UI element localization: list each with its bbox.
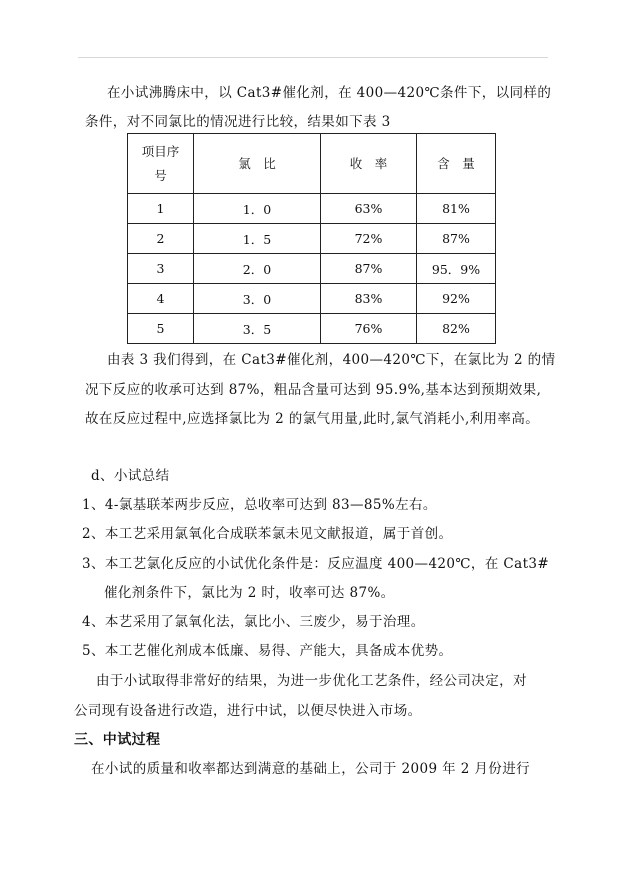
cell-content: 81% <box>417 194 496 224</box>
header-content: 含 量 <box>417 134 496 194</box>
header-item-no: 项目序号 <box>128 134 194 194</box>
table-row <box>128 194 496 224</box>
header-rule <box>78 57 548 58</box>
cell-yield: 76% <box>321 314 417 344</box>
cell-ratio: 2．0 <box>194 254 321 284</box>
cell-item-no: 1 <box>128 194 194 224</box>
summary-item-3-cont: 催化剂条件下，氯比为 2 时，收率可达 87%。 <box>104 585 395 601</box>
cell-ratio: 1．0 <box>194 194 321 224</box>
section-3-line-1: 在小试的质量和收率都达到满意的基础上，公司于 2009 年 2 月份进行 <box>91 761 531 777</box>
cell-content: 87% <box>417 224 496 254</box>
cell-yield: 63% <box>321 194 417 224</box>
cell-content: 82% <box>417 314 496 344</box>
analysis-line-1: 由表 3 我们得到，在 Cat3#催化剂，400—420℃下，在氯比为 2 的情 <box>107 352 556 368</box>
summary-item-1: 1、4-氯基联苯两步反应，总收率可达到 83—85%左右。 <box>82 497 437 513</box>
table-header-row <box>128 134 496 194</box>
cell-ratio: 1．5 <box>194 224 321 254</box>
section-3-heading: 三、中试过程 <box>74 732 161 748</box>
summary-item-2: 2、本工艺采用氯氧化合成联苯氯未见文献报道，属于首创。 <box>82 526 453 542</box>
cell-content: 95．9% <box>417 254 496 284</box>
cell-item-no: 3 <box>128 254 194 284</box>
summary-heading: d、小试总结 <box>91 468 170 484</box>
table-row <box>128 254 496 284</box>
header-chlorine-ratio: 氯 比 <box>194 134 321 194</box>
analysis-line-2: 况下反应的收承可达到 87%，粗品含量可达到 95.9%,基本达到预期效果, <box>85 382 542 398</box>
conclusion-line-1: 由于小试取得非常好的结果，为进一步优化工艺条件，经公司决定，对 <box>96 673 527 689</box>
cell-ratio: 3．0 <box>194 284 321 314</box>
table-row <box>128 314 496 344</box>
cell-item-no: 2 <box>128 224 194 254</box>
conclusion-line-2: 公司现有设备进行改造，进行中试，以便尽快进入市场。 <box>74 703 422 719</box>
cell-yield: 83% <box>321 284 417 314</box>
summary-item-4: 4、本艺采用了氯氧化法，氯比小、三废少，易于治理。 <box>82 614 425 630</box>
analysis-line-3: 故在反应过程中,应选择氯比为 2 的氯气用量,此时,氯气消耗小,利用率高。 <box>85 411 540 427</box>
cell-item-no: 5 <box>128 314 194 344</box>
cell-content: 92% <box>417 284 496 314</box>
header-yield: 收 率 <box>321 134 417 194</box>
intro-line-1: 在小试沸腾床中，以 Cat3#催化剂，在 400—420℃条件下，以同样的 <box>107 85 552 101</box>
table-row <box>128 224 496 254</box>
cell-ratio: 3．5 <box>194 314 321 344</box>
cell-item-no: 4 <box>128 284 194 314</box>
summary-item-3: 3、本工艺氯化反应的小试优化条件是：反应温度 400—420℃，在 Cat3# <box>82 556 550 572</box>
cell-yield: 72% <box>321 224 417 254</box>
summary-item-5: 5、本工艺催化剂成本低廉、易得、产能大，具备成本优势。 <box>82 643 453 659</box>
table-row <box>128 284 496 314</box>
intro-line-2: 条件，对不同氯比的情况进行比较，结果如下表 3 <box>85 114 391 130</box>
cell-yield: 87% <box>321 254 417 284</box>
results-table <box>127 133 496 344</box>
